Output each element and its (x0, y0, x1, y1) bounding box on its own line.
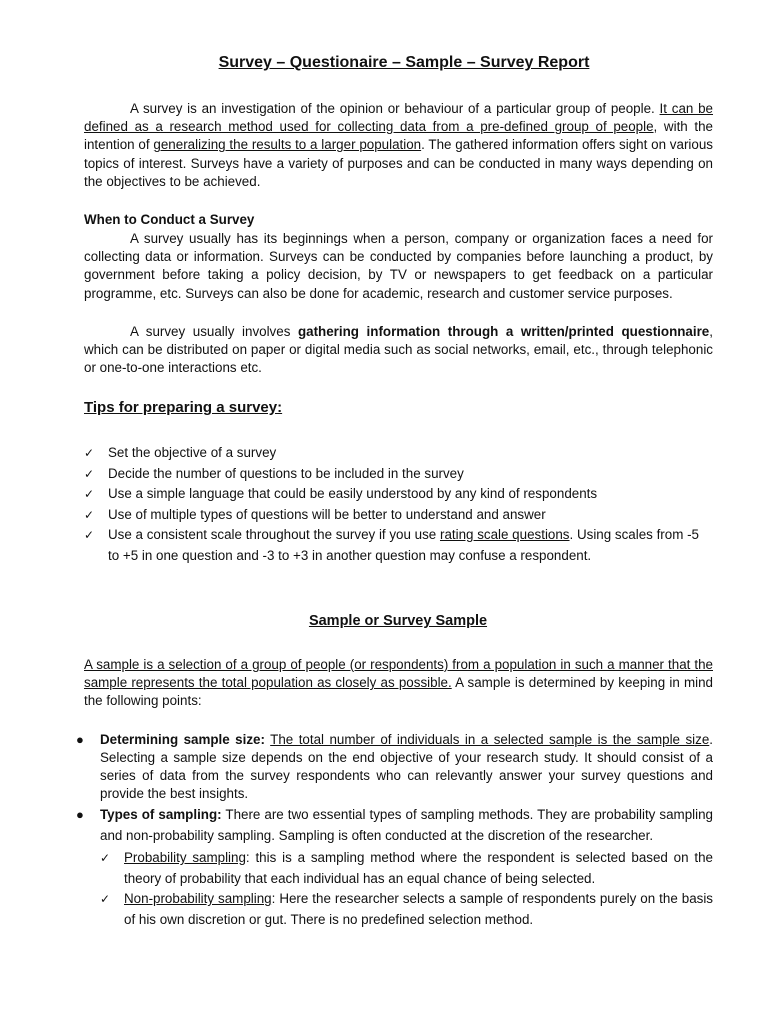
non-probability-label: Non-probability sampling (124, 891, 272, 906)
tip-text: . Using scales from -5 to +5 in one question and -3 to +3 in another question may confuse a respondent. (108, 527, 699, 563)
intro-paragraph (84, 100, 713, 191)
probability-label: Probability sampling (124, 850, 246, 865)
check-icon: ✓ (84, 466, 95, 481)
tips-heading: Tips for preparing a survey: (84, 399, 283, 416)
list-item (76, 731, 713, 803)
tip-text: Set the objective of a survey (108, 445, 277, 460)
intro-generalizing: generalizing the results to a larger population (153, 137, 422, 153)
check-icon: ✓ (84, 528, 95, 542)
list-item (84, 484, 713, 505)
sample-intro-text: A sample is determined by keeping in mind the following points: (84, 675, 713, 709)
list-item (84, 443, 713, 464)
tip-text: Use a simple language that could be easily understood by any kind of respondents (108, 486, 598, 501)
size-label: Determining sample size: (100, 732, 265, 747)
tip-text: Use of multiple types of questions will be better to understand and answer (108, 506, 546, 522)
check-icon: ✓ (100, 892, 111, 906)
intro-definition: It can be defined as a research method used for collecting data from a pre-defined group of people (84, 101, 713, 135)
sample-points-list (76, 731, 713, 930)
size-definition: The total number of individuals in a selected sample is the sample size (270, 732, 710, 747)
bullet-icon: ● (76, 807, 84, 822)
tip-text: Decide the number of questions to be included in the survey (108, 465, 464, 481)
list-item (84, 525, 713, 566)
intro-text-1: A survey (130, 101, 183, 116)
check-icon: ✓ (84, 487, 95, 501)
intro-text-2: is an investigation of the opinion or behaviour of a particular group of people. (182, 101, 660, 116)
involves-text-a: A survey usually involves (130, 324, 298, 339)
list-item (100, 848, 713, 889)
types-label: Types of sampling: (100, 807, 222, 822)
sampling-types-list (100, 848, 713, 930)
non-probability-text: : Here the researcher selects a sample of respondents purely on the basis of his own discretion or gut. There is no predefined selection method. (124, 891, 714, 927)
involves-text-c: , which can be distributed on paper or digital media such as social networks, email, etc., through telephonic or one-to-one interactions etc. (84, 324, 713, 376)
sample-intro-paragraph (84, 656, 713, 711)
intro-text-4: , with the intention of (84, 119, 713, 153)
intro-text-6: . The gathered information offers sight on various topics of interest. Surveys have a variety of purposes and can be conducted in many ways depending on the objectives to be achieved. (84, 137, 713, 189)
list-item (84, 464, 713, 485)
size-text: . Selecting a sample size depends on the end objective of your research study. It should consist of a series of data from the survey respondents who can relevantly answer your survey questions and provide the best insights. (100, 732, 713, 801)
list-item (100, 889, 713, 930)
involves-bold: gathering information through a written/printed questionnaire (297, 324, 710, 339)
rating-scale-link: rating scale questions (439, 527, 570, 542)
list-item (76, 805, 713, 930)
bullet-icon: ● (76, 732, 84, 747)
sample-heading: Sample or Survey Sample (308, 613, 488, 629)
check-icon: ✓ (84, 507, 95, 522)
types-text: There are two essential types of sampling methods. They are probability sampling and non-probability sampling. Sampling is often conducted at the discretion of the researcher. (100, 807, 713, 843)
tip-text: Use a consistent scale throughout the survey if you use (108, 527, 440, 542)
involves-paragraph (84, 323, 713, 378)
list-item (84, 505, 713, 526)
tips-list (84, 443, 713, 566)
page-title: Survey – Questionaire – Sample – Survey Report (218, 54, 590, 71)
check-icon: ✓ (100, 851, 111, 865)
when-text: A survey usually has its beginnings when a person, company or organization faces a need for collecting data or information. Surveys can be conducted by companies before launching a product, by government before taking a policy decision, by TV or newspapers to get feedback on a particular programme, etc. Surveys can also be done for academic, research and customer service purposes. (84, 231, 713, 301)
check-icon: ✓ (84, 446, 95, 460)
when-heading: When to Conduct a Survey (84, 212, 255, 227)
sample-definition: A sample is a selection of a group of people (or respondents) from a population in such a manner that the sample represents the total population as closely as possible. (84, 657, 713, 691)
when-paragraph (84, 230, 713, 303)
probability-text: : this is a sampling method where the respondent is selected based on the theory of probability that each individual has an equal chance of being selected. (124, 850, 713, 886)
